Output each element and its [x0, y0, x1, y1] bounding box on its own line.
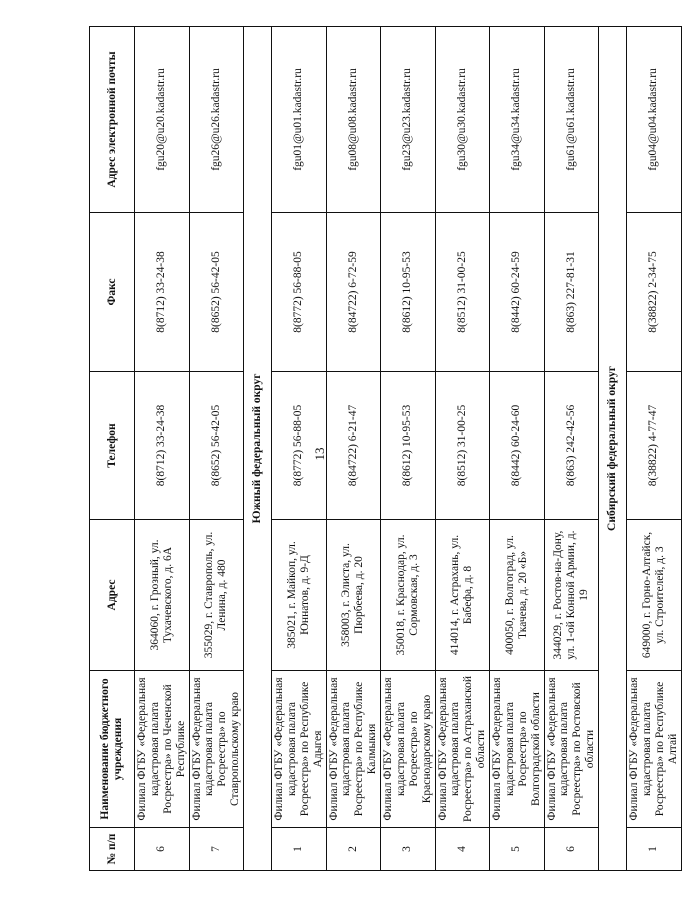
cell-email: fgu08@u08.kadastr.ru: [326, 27, 381, 213]
cell-address: 364060, г. Грозный, ул. Тухачевского, д. 6А: [135, 520, 190, 671]
cell-name: Филиал ФГБУ «Федеральная кадастровая палата Росреестра» по Ростовской области: [544, 671, 599, 828]
cell-address: 414014, г. Астрахань, ул. Бабефа, д. 8: [435, 520, 490, 671]
table-row: [627, 27, 682, 871]
cell-phone: 8(8512) 31-00-25: [435, 372, 490, 520]
table-row: [490, 27, 545, 871]
cell-phone: 8(863) 242-42-56: [544, 372, 599, 520]
cell-name: Филиал ФГБУ «Федеральная кадастровая палата Росреестра» по Волгоградской области: [490, 671, 545, 828]
header-address: Адрес: [90, 520, 135, 671]
cell-fax: 8(84722) 6-72-59: [326, 213, 381, 372]
cell-email: fgu30@u30.kadastr.ru: [435, 27, 490, 213]
cell-num: 1: [627, 828, 682, 871]
cell-name: Филиал ФГБУ «Федеральная кадастровая палата Росреестра» по Астраханской области: [435, 671, 490, 828]
cell-fax: 8(863) 227-81-31: [544, 213, 599, 372]
table-row: [326, 27, 381, 871]
cell-email: fgu26@u26.kadastr.ru: [189, 27, 244, 213]
cell-address: 400050, г. Волгоград, ул. Ткачева, д. 20 «Б»: [490, 520, 545, 671]
header-phone: Телефон: [90, 372, 135, 520]
cell-num: 2: [326, 828, 381, 871]
table-row: [135, 27, 190, 871]
cell-fax: 8(8772) 56-88-05: [272, 213, 327, 372]
table-row: [189, 27, 244, 871]
cell-phone: 8(84722) 6-21-47: [326, 372, 381, 520]
cell-phone: 8(8652) 56-42-05: [189, 372, 244, 520]
cell-phone: 8(8442) 60-24-60: [490, 372, 545, 520]
cell-fax: 8(8442) 60-24-59: [490, 213, 545, 372]
cell-fax: 8(8612) 10-95-53: [381, 213, 436, 372]
branches-table: [89, 26, 682, 871]
cell-address: 355029, г. Ставрополь, ул. Ленина, д. 480: [189, 520, 244, 671]
cell-address: 344029, г. Ростов-на-Дону, ул. 1-ой Конной Армии, д. 19: [544, 520, 599, 671]
cell-address: 350018, г. Краснодар, ул. Сормовская, д. 3: [381, 520, 436, 671]
cell-num: 6: [135, 828, 190, 871]
table-row: [435, 27, 490, 871]
cell-phone: 8(38822) 4-77-47: [627, 372, 682, 520]
section-row-siberia: [599, 27, 627, 871]
cell-num: 7: [189, 828, 244, 871]
cell-num: 1: [272, 828, 327, 871]
cell-phone: 8(8712) 33-24-38: [135, 372, 190, 520]
cell-num: 5: [490, 828, 545, 871]
cell-phone: 8(8612) 10-95-53: [381, 372, 436, 520]
header-email: Адрес электронной почты: [90, 27, 135, 213]
cell-fax: 8(8652) 56-42-05: [189, 213, 244, 372]
section-row-south: [244, 27, 272, 871]
cell-num: 4: [435, 828, 490, 871]
cell-name: Филиал ФГБУ «Федеральная кадастровая палата Росреестра» по Республике Алтай: [627, 671, 682, 828]
header-num: № п/п: [90, 828, 135, 871]
cell-fax: 8(38822) 2-34-75: [627, 213, 682, 372]
header-fax: Факс: [90, 213, 135, 372]
cell-email: fgu61@u61.kadastr.ru: [544, 27, 599, 213]
cell-email: fgu20@u20.kadastr.ru: [135, 27, 190, 213]
table-row: [272, 27, 327, 871]
cell-address: 385021, г. Майкоп, ул. Юннатов, д. 9-Д: [272, 520, 327, 671]
cell-name: Филиал ФГБУ «Федеральная кадастровая палата Росреестра» по Республике Адыгея: [272, 671, 327, 828]
table-header-row: [90, 27, 135, 871]
cell-address: 649000, г. Горно-Алтайск, ул. Строителей, д. 3: [627, 520, 682, 671]
table-row: [544, 27, 599, 871]
cell-fax: 8(8512) 31-00-25: [435, 213, 490, 372]
cell-fax: 8(8712) 33-24-38: [135, 213, 190, 372]
cell-phone: 8(8772) 56-88-05: [272, 372, 327, 520]
cell-num: 3: [381, 828, 436, 871]
cell-name: Филиал ФГБУ «Федеральная кадастровая палата Росреестра» по Краснодарскому краю: [381, 671, 436, 828]
rotated-table-container: [89, 27, 679, 871]
cell-email: fgu01@u01.kadastr.ru: [272, 27, 327, 213]
cell-num: 6: [544, 828, 599, 871]
page-number: 13: [312, 447, 327, 461]
cell-address: 358003, г. Элиста, ул. Пюрбеева, д. 20: [326, 520, 381, 671]
cell-email: fgu23@u23.kadastr.ru: [381, 27, 436, 213]
header-name: Наименование бюджетного учреждения: [90, 671, 135, 828]
section-title: Южный федеральный округ: [244, 27, 272, 871]
section-title: Сибирский федеральный округ: [599, 27, 627, 871]
cell-name: Филиал ФГБУ «Федеральная кадастровая палата Росреестра» по Ставропольскому краю: [189, 671, 244, 828]
cell-email: fgu04@u04.kadastr.ru: [627, 27, 682, 213]
cell-name: Филиал ФГБУ «Федеральная кадастровая палата Росреестра» по Республике Калмыкия: [326, 671, 381, 828]
table-row: [381, 27, 436, 871]
cell-name: Филиал ФГБУ «Федеральная кадастровая палата Росреестра» по Чеченской Республике: [135, 671, 190, 828]
cell-email: fgu34@u34.kadastr.ru: [490, 27, 545, 213]
